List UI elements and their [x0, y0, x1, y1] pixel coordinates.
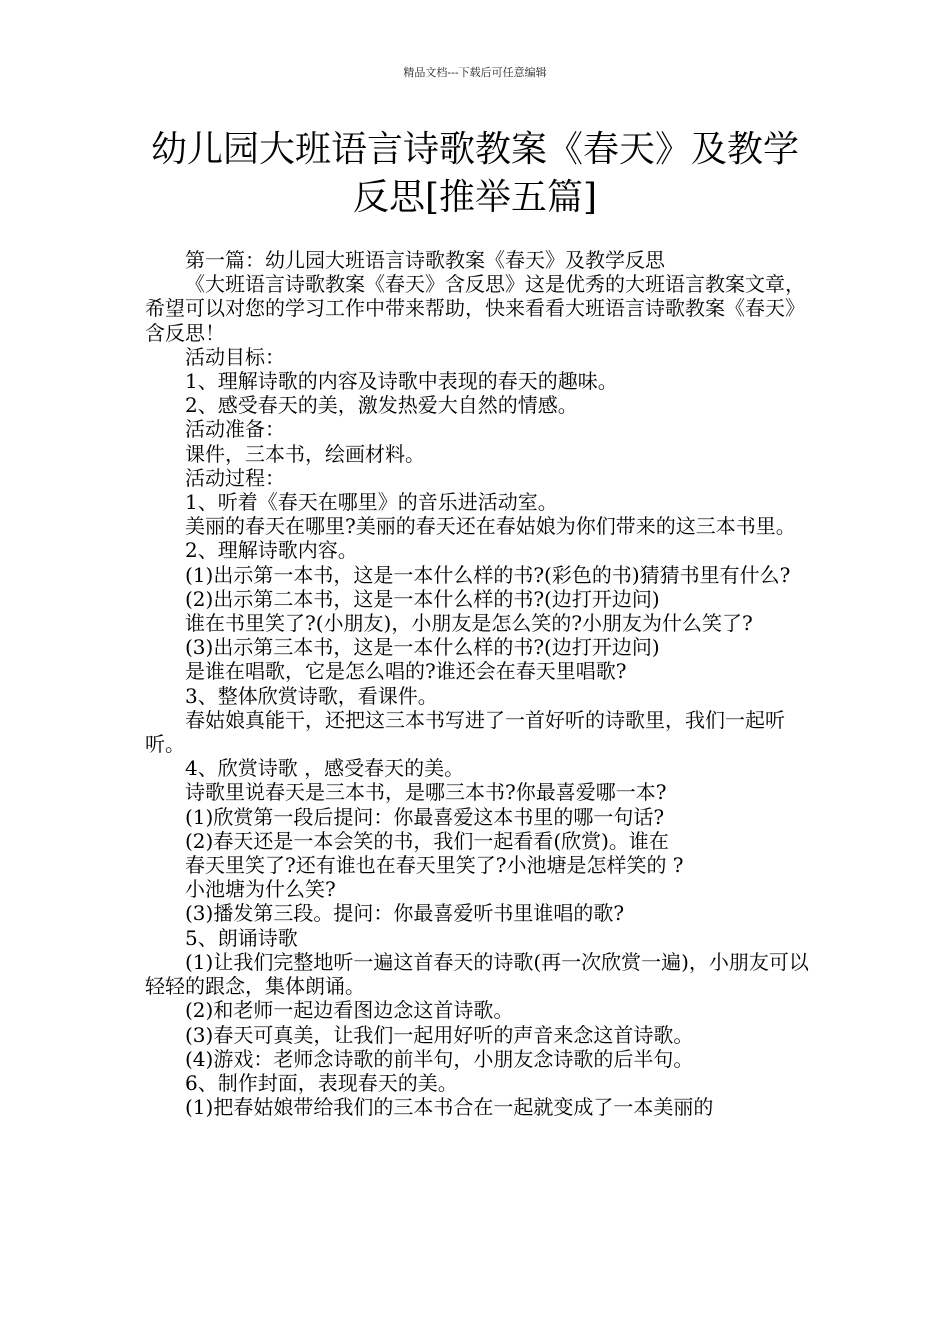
- paragraph: (3)播发第三段。提问：你最喜爱听书里谁唱的歌?: [185, 901, 625, 926]
- paragraph: 活动过程：: [185, 465, 285, 490]
- paragraph: 4、欣赏诗歌 ，感受春天的美。: [185, 756, 465, 781]
- paragraph: 春姑娘真能干，还把这三本书写进了一首好听的诗歌里，我们一起听听。: [145, 707, 785, 757]
- paragraph: (2)出示第二本书，这是一本什么样的书?(边打开边问): [185, 586, 660, 611]
- paragraph: (3)出示第三本书，这是一本什么样的书?(边打开边问): [185, 635, 660, 660]
- paragraph: 1、理解诗歌的内容及诗歌中表现的春天的趣味。: [185, 369, 618, 394]
- document-title-line-2: 反思[推举五篇]: [352, 177, 598, 218]
- paragraph: 3、整体欣赏诗歌，看课件。: [185, 683, 438, 708]
- paragraph: 春天里笑了?还有谁也在春天里笑了?小池塘是怎样笑的 ?: [185, 853, 684, 878]
- paragraph: (1)欣赏第一段后提问：你最喜爱这本书里的哪一句话?: [185, 804, 665, 829]
- paragraph: 诗歌里说春天是三本书，是哪三本书?你最喜爱哪一本?: [185, 780, 667, 805]
- paragraph: 小池塘为什么笑?: [185, 877, 336, 902]
- paragraph: 《大班语言诗歌教案《春天》含反思》这是优秀的大班语言教案文章，希望可以对您的学习工作中带来帮助，快来看看大班语言诗歌教案《春天》含反思！: [145, 272, 805, 345]
- page-header-note: 精品文档---下载后可任意编辑: [403, 66, 547, 79]
- paragraph: (2)春天还是一本会笑的书，我们一起看看(欣赏)。谁在: [185, 828, 669, 853]
- paragraph: (1)把春姑娘带给我们的三本书合在一起就变成了一本美丽的: [185, 1095, 714, 1120]
- paragraph: (1)出示第一本书，这是一本什么样的书?(彩色的书)猜猜书里有什么?: [185, 562, 791, 587]
- paragraph: 2、感受春天的美，激发热爱大自然的情感。: [185, 393, 578, 418]
- paragraph: 活动目标：: [185, 344, 285, 369]
- paragraph: 活动准备：: [185, 417, 285, 442]
- paragraph: (2)和老师一起边看图边念这首诗歌。: [185, 998, 514, 1023]
- document-title-line-1: 幼儿园大班语言诗歌教案《春天》及教学: [150, 129, 799, 170]
- paragraph: 1、听着《春天在哪里》的音乐进活动室。: [185, 490, 558, 515]
- document-body: [145, 248, 810, 1119]
- paragraph: 谁在书里笑了?(小朋友)，小朋友是怎么笑的?小朋友为什么笑了?: [185, 611, 753, 636]
- paragraph: 美丽的春天在哪里?美丽的春天还在春姑娘为你们带来的这三本书里。: [185, 514, 796, 539]
- paragraph: (4)游戏：老师念诗歌的前半句，小朋友念诗歌的后半句。: [185, 1046, 694, 1071]
- paragraph: 6、制作封面，表现春天的美。: [185, 1070, 458, 1095]
- paragraph: 第一篇：幼儿园大班语言诗歌教案《春天》及教学反思: [185, 248, 665, 272]
- paragraph: (1)让我们完整地听一遍这首春天的诗歌(再一次欣赏一遍)，小朋友可以轻轻的跟念，集体朗诵。: [145, 949, 809, 999]
- paragraph: 课件，三本书，绘画材料。: [185, 441, 425, 466]
- document-title: [140, 126, 810, 222]
- paragraph: 5、朗诵诗歌: [185, 925, 298, 950]
- paragraph: 是谁在唱歌，它是怎么唱的?谁还会在春天里唱歌?: [185, 659, 627, 684]
- paragraph: (3)春天可真美，让我们一起用好听的声音来念这首诗歌。: [185, 1022, 694, 1047]
- paragraph: 2、理解诗歌内容。: [185, 538, 358, 563]
